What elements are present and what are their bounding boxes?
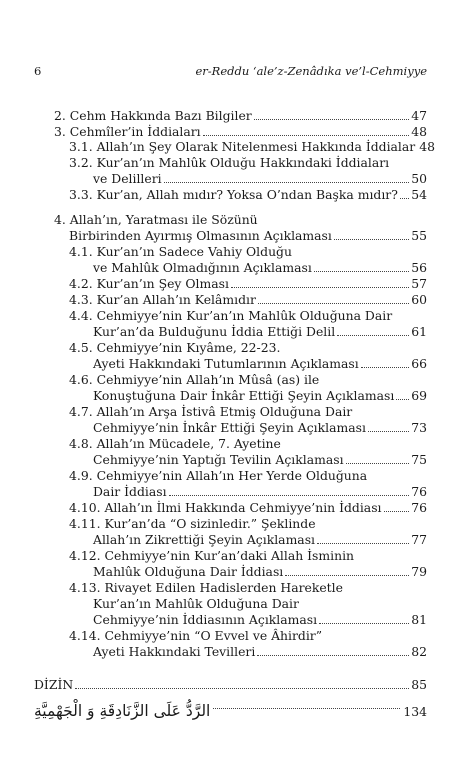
dot-leader: [75, 677, 409, 689]
toc-entry-4-5[interactable]: [93, 356, 427, 372]
toc-page-number: 85: [411, 677, 427, 692]
dot-leader: [164, 171, 410, 183]
toc-entry-label: 3.3. Kur’an, Allah mıdır? Yoksa O’ndan Başka mıdır?: [69, 187, 398, 202]
toc-page-number: 66: [411, 356, 427, 371]
toc-entry-4-6-line1: 4.6. Cehmiyye’nin Allah’ın Mûsâ (as) ile: [69, 372, 320, 387]
dot-leader: [254, 108, 410, 120]
toc-entry-label: 3. Cehmîler’in İddiaları: [54, 124, 201, 139]
dot-leader: [400, 187, 409, 199]
dot-leader: [231, 276, 409, 288]
toc-entry-2[interactable]: [54, 108, 427, 124]
toc-entry-4-12[interactable]: [93, 564, 427, 580]
toc-entry-arabic[interactable]: [34, 699, 427, 723]
toc-entry-4-13[interactable]: [93, 612, 427, 628]
toc-entry-label: Ayeti Hakkındaki Tutumlarının Açıklaması: [93, 356, 359, 371]
toc-entry-label: 2. Cehm Hakkında Bazı Bilgiler: [54, 108, 252, 123]
toc-entry-4-7-line1: 4.7. Allah’ın Arşa İstivâ Etmiş Olduğuna Dair: [69, 404, 353, 419]
toc-entry-3-2[interactable]: [93, 171, 427, 187]
toc-page-number: 48: [411, 124, 427, 139]
toc-entry-4-8-line1: 4.8. Allah’ın Mücadele, 7. Ayetine: [69, 436, 281, 451]
toc-page-number: 48: [419, 139, 435, 154]
toc-page-number: 75: [411, 452, 427, 467]
toc-page-number: 69: [411, 388, 427, 403]
toc-page-number: 54: [411, 187, 427, 202]
dot-leader: [337, 324, 409, 336]
toc-entry-3-2-line1: 3.2. Kur’an’ın Mahlûk Olduğu Hakkındaki İddiaları: [69, 155, 390, 170]
toc-entry-4-6[interactable]: [93, 388, 427, 404]
dot-leader: [314, 260, 409, 272]
dot-leader: [368, 420, 409, 432]
toc-entry-label: Allah’ın Zikrettiği Şeyin Açıklaması: [93, 532, 316, 547]
toc-entry-3-3[interactable]: [69, 187, 427, 203]
toc-entry-4-5-line1: 4.5. Cehmiyye’nin Kıyâme, 22-23.: [69, 340, 281, 355]
toc-entry-4-1-line1: 4.1. Kur’an’ın Sadece Vahiy Olduğu: [69, 244, 292, 259]
dot-leader: [319, 612, 409, 624]
dot-leader: [396, 388, 409, 400]
toc-entry-4-line1: 4. Allah’ın, Yaratması ile Sözünü: [54, 212, 258, 227]
toc-entry-label: Cehmiyye’nin İddiasının Açıklaması: [93, 612, 318, 627]
toc-entry-4-3[interactable]: [69, 292, 427, 308]
toc-entry-4-10[interactable]: [69, 500, 427, 516]
page-header: [34, 64, 427, 82]
toc-page-number: 47: [411, 108, 427, 123]
toc-entry-label: ve Delilleri: [93, 171, 162, 186]
toc-entry-label: Konuştuğuna Dair İnkâr Ettiği Şeyin Açıklaması: [93, 388, 395, 403]
toc-page-number: 79: [411, 564, 427, 579]
toc-entry-label: Kur’an’da Bulduğunu İddia Ettiği Delil: [93, 324, 336, 339]
dot-leader: [257, 644, 409, 656]
toc-entry-4-9[interactable]: [93, 484, 427, 500]
toc-page-number: 55: [411, 228, 427, 243]
toc-entry-4[interactable]: [69, 228, 427, 244]
toc-page-number: 76: [411, 484, 427, 499]
toc-page-number: 56: [411, 260, 427, 275]
toc-entry-label: Ayeti Hakkındaki Tevilleri: [93, 644, 256, 659]
running-title: er-Reddu ‘ale’z-Zenâdıka ve’l-Cehmiyye: [195, 64, 427, 78]
toc-entry-label: Birbirinden Ayırmış Olmasının Açıklaması: [69, 228, 332, 243]
toc-entry-label: Dair İddiası: [93, 484, 167, 499]
toc-entry-4-2[interactable]: [69, 276, 427, 292]
toc-entry-4-4[interactable]: [93, 324, 427, 340]
toc-entry-3-1[interactable]: [69, 139, 435, 155]
toc-entry-label: 4.2. Kur’an’ın Şey Olması: [69, 276, 229, 291]
toc-entry-4-4-line1: 4.4. Cehmiyye’nin Kur’an’ın Mahlûk Olduğuna Dair: [69, 308, 393, 323]
toc-page-number: 61: [411, 324, 427, 339]
toc-entry-3[interactable]: [54, 124, 427, 140]
dot-leader: [384, 500, 410, 512]
toc-page-number: 82: [411, 644, 427, 659]
toc-entry-arabic-title: الرَّدُّ عَلَى الزَّنَادِقَةِ وَ الْجَهْمِيَّةِ: [34, 702, 211, 720]
dot-leader: [213, 699, 400, 709]
toc-entry-label: 3.1. Allah’ın Şey Olarak Nitelenmesi Hakkında İddialar: [69, 139, 416, 154]
page-number: 6: [34, 64, 42, 78]
toc-entry-label: 4.3. Kur’an Allah’ın Kelâmıdır: [69, 292, 256, 307]
dot-leader: [258, 292, 409, 304]
toc-entry-4-11-line1: 4.11. Kur’an’da “O sizinledir.” Şeklinde: [69, 516, 316, 531]
toc-entry-4-8[interactable]: [93, 452, 427, 468]
dot-leader: [334, 228, 409, 240]
toc-entry-label: Cehmiyye’nin Yaptığı Tevilin Açıklaması: [93, 452, 344, 467]
toc-entry-4-1[interactable]: [93, 260, 427, 276]
toc-page-number: 76: [411, 500, 427, 515]
toc-page-number: 60: [411, 292, 427, 307]
toc-entry-label: Cehmiyye’nin İnkâr Ettiği Şeyin Açıklaması: [93, 420, 366, 435]
dot-leader: [169, 484, 410, 496]
toc-entry-4-11[interactable]: [93, 532, 427, 548]
toc-entry-4-13-line1: 4.13. Rivayet Edilen Hadislerden Hareketle: [69, 580, 343, 595]
dot-leader: [317, 532, 409, 544]
toc-page-number: 81: [411, 612, 427, 627]
toc-entry-4-7[interactable]: [93, 420, 427, 436]
toc-entry-4-12-line1: 4.12. Cehmiyye’nin Kur’an’daki Allah İsminin: [69, 548, 355, 563]
toc-page-number: 50: [411, 171, 427, 186]
toc-page-number: 134: [403, 703, 427, 719]
toc-entry-4-13-line2: Kur’an’ın Mahlûk Olduğuna Dair: [93, 596, 299, 611]
dot-leader: [285, 564, 409, 576]
dot-leader: [203, 124, 410, 136]
toc-entry-label: ve Mahlûk Olmadığının Açıklaması: [93, 260, 312, 275]
toc-page-number: 73: [411, 420, 427, 435]
toc-entry-4-14-line1: 4.14. Cehmiyye’nin “O Evvel ve Âhirdir”: [69, 628, 323, 643]
toc-page-number: 57: [411, 276, 427, 291]
toc-entry-label: Mahlûk Olduğuna Dair İddiası: [93, 564, 284, 579]
toc-entry-index[interactable]: [34, 677, 427, 693]
toc-entry-label: DİZİN: [34, 677, 74, 692]
dot-leader: [346, 452, 410, 464]
toc-entry-label: 4.10. Allah’ın İlmi Hakkında Cehmiyye’nin İddiası: [69, 500, 382, 515]
toc-page-number: 77: [411, 532, 427, 547]
toc-entry-4-9-line1: 4.9. Cehmiyye’nin Allah’ın Her Yerde Olduğuna: [69, 468, 368, 483]
dot-leader: [361, 356, 409, 368]
toc-entry-4-14[interactable]: [93, 644, 427, 660]
